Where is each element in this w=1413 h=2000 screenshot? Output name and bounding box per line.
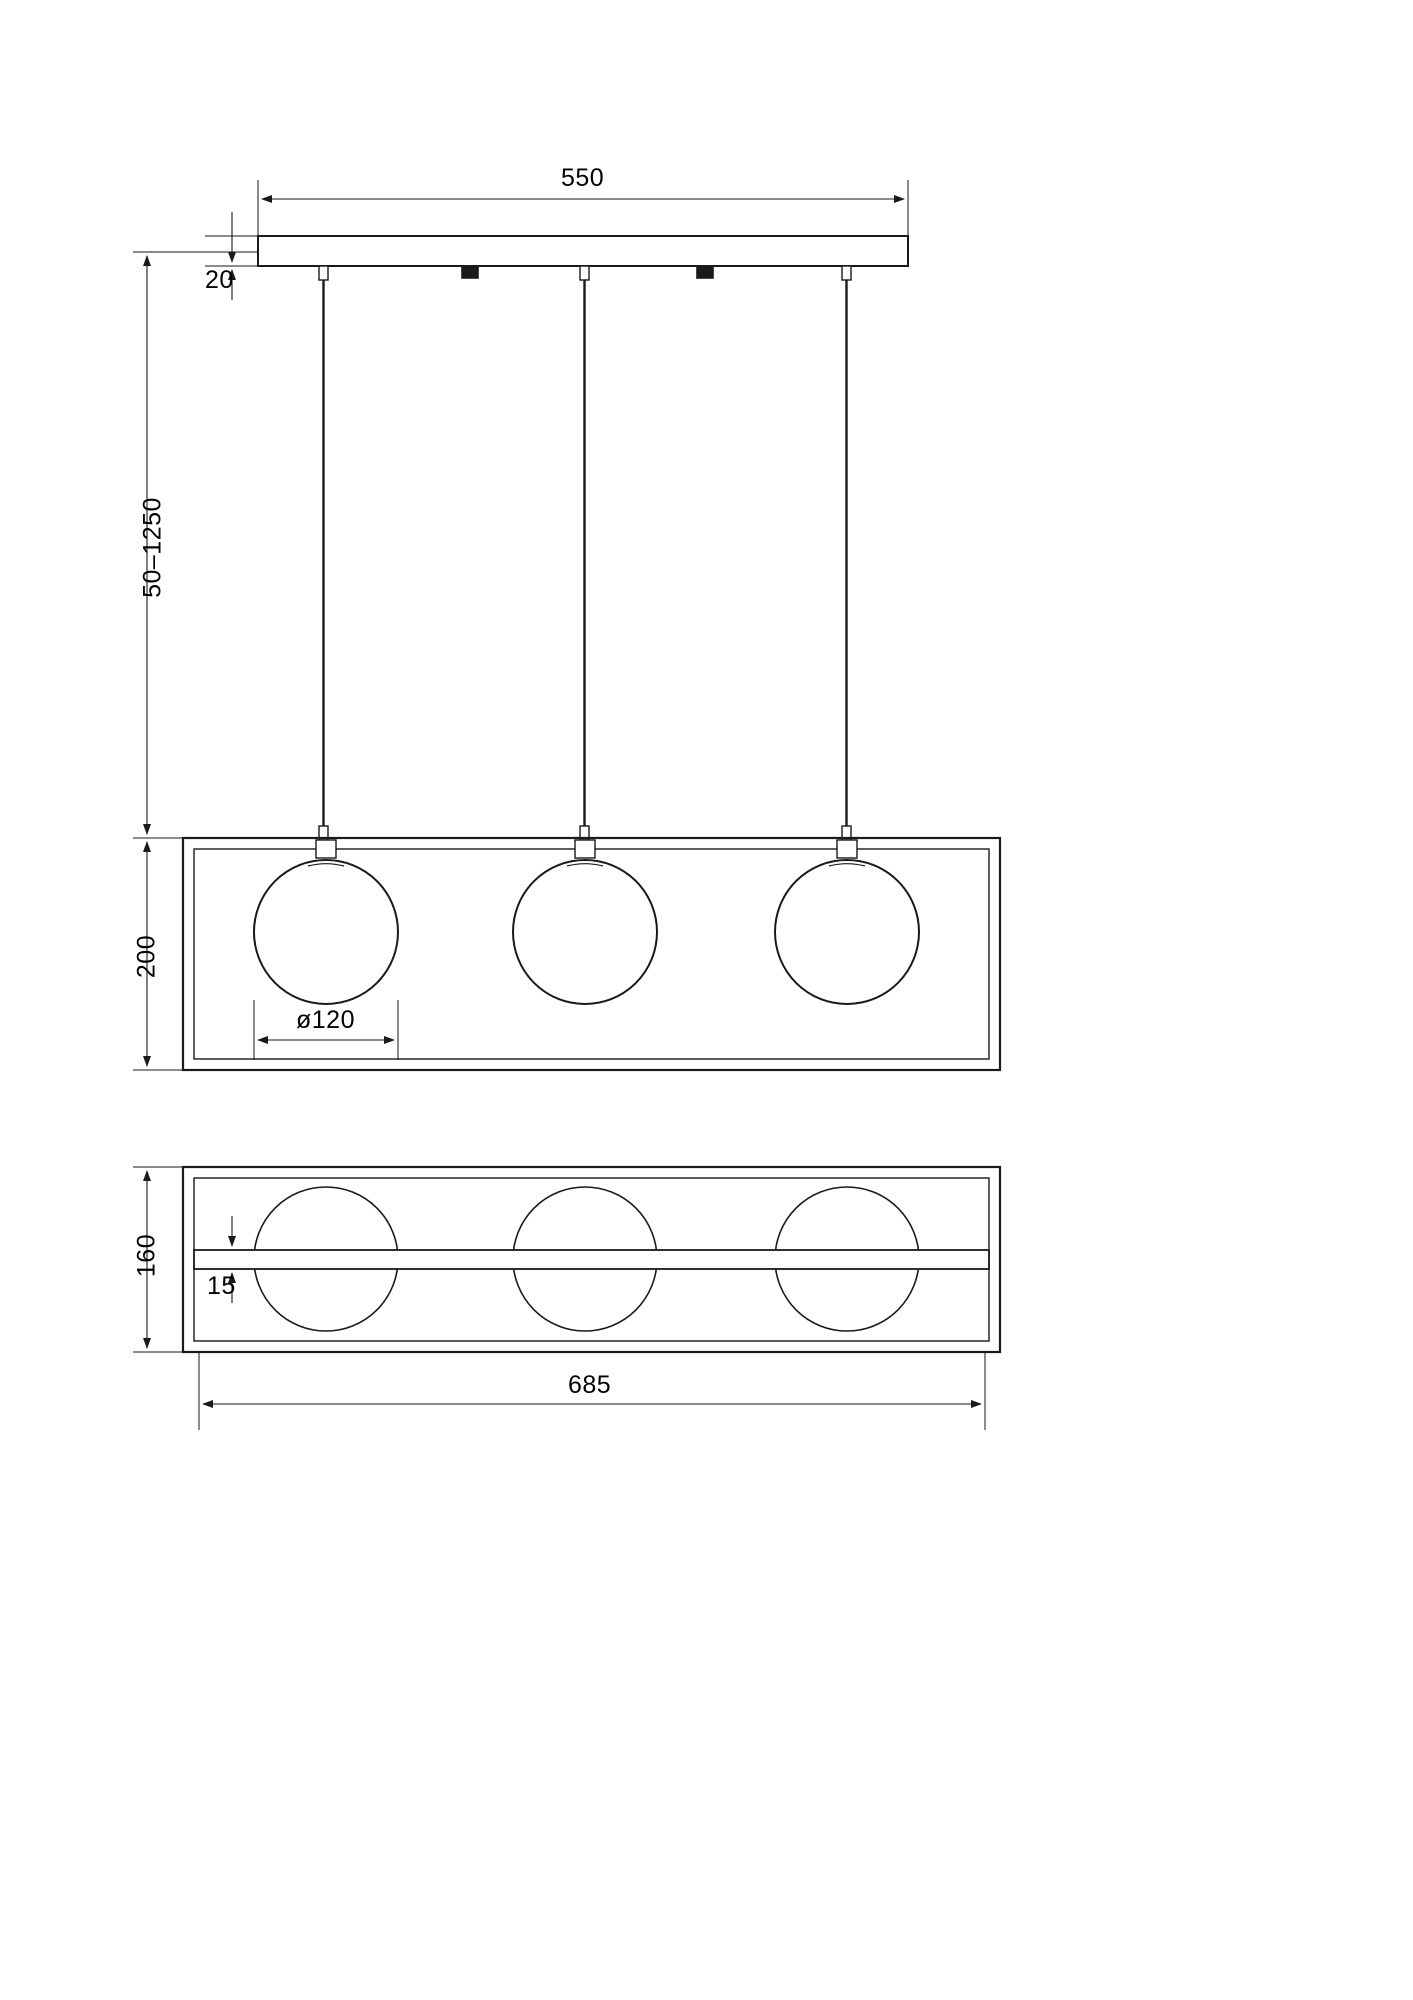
- globe-2: [513, 840, 657, 1004]
- suspension-cable-2: [580, 266, 589, 840]
- front-elevation-view: [183, 236, 1000, 1070]
- dim-label-overall-length: 685: [568, 1371, 612, 1399]
- dim-label-frame-height: 200: [132, 934, 161, 979]
- mount-block-right: [697, 266, 713, 278]
- dim-label-crossbar-thickness: 15: [207, 1272, 236, 1300]
- mount-block-left: [462, 266, 478, 278]
- dim-label-plan-depth: 160: [132, 1233, 161, 1278]
- dimension-lines-plan: [133, 1167, 985, 1430]
- suspension-cable-3: [842, 266, 851, 840]
- globe-3: [775, 840, 919, 1004]
- globe-1: [254, 840, 398, 1004]
- suspension-cable-1: [319, 266, 328, 840]
- bottom-plan-view: [183, 1167, 1000, 1352]
- dim-label-suspension-range: 50–1250: [138, 497, 167, 598]
- dim-label-canopy-width: 550: [561, 164, 605, 192]
- dim-label-canopy-height: 20: [205, 266, 234, 294]
- dim-label-globe-diameter: ø120: [296, 1006, 355, 1034]
- crossbar: [194, 1250, 989, 1269]
- canopy: [258, 236, 908, 266]
